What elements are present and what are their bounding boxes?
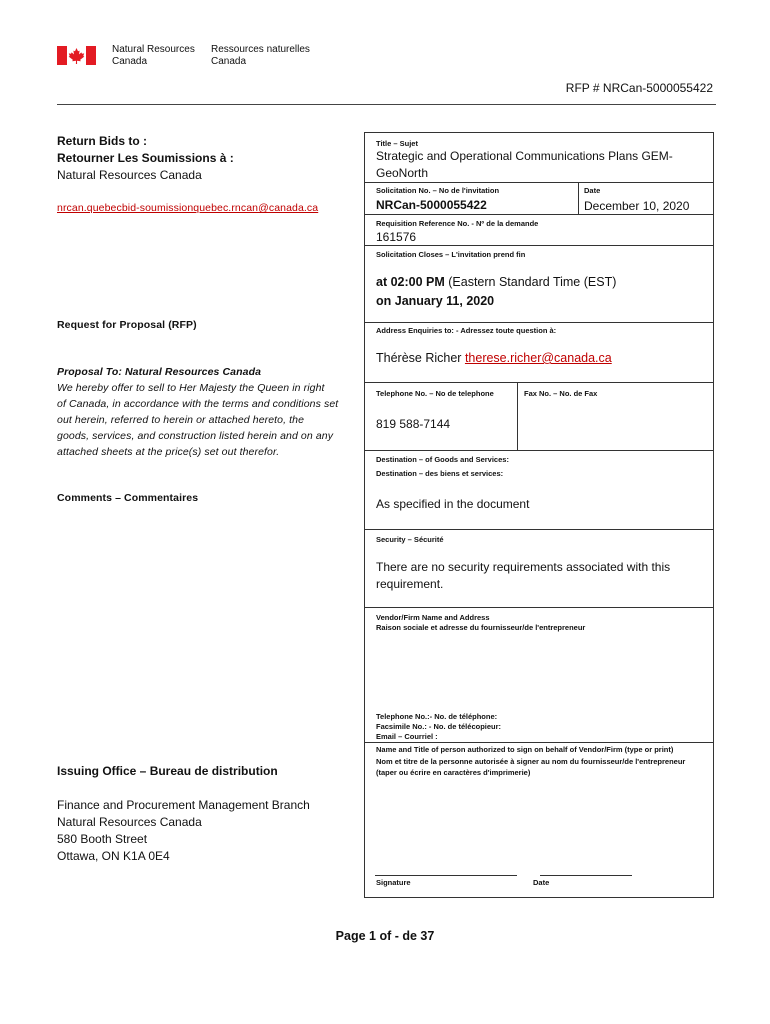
address-line-2: Natural Resources Canada xyxy=(57,815,202,829)
date-label: Date xyxy=(584,186,601,195)
divider xyxy=(364,322,714,323)
comments-label: Comments – Commentaires xyxy=(57,492,199,504)
offer-line-3: out herein, referred to herein or attached hereto, the xyxy=(57,414,305,426)
offer-line-2: of Canada, in accordance with the terms and conditions set xyxy=(57,398,339,410)
fax-label: Fax No. – No. de Fax xyxy=(524,389,598,398)
divider xyxy=(364,607,714,608)
divider xyxy=(364,182,714,183)
title-line-2: GeoNorth xyxy=(376,166,429,180)
divider xyxy=(364,742,714,743)
offer-line-4: goods, services, and construction listed herein and on any xyxy=(57,430,334,442)
offer-line-5: attached sheets at the price(s) set out therefor. xyxy=(57,446,280,458)
divider xyxy=(364,529,714,530)
authorized-label-en: Name and Title of person authorized to sign on behalf of Vendor/Firm (type or print) xyxy=(376,745,674,754)
canada-flag-icon xyxy=(57,46,96,65)
address-line-3: 580 Booth Street xyxy=(57,832,148,846)
address-line-4: Ottawa, ON K1A 0E4 xyxy=(57,849,170,863)
return-bids-label: Return Bids to : xyxy=(57,134,147,148)
issue-date: December 10, 2020 xyxy=(584,199,690,213)
date-line xyxy=(540,875,632,876)
solicitation-label: Solicitation No. – No de l'invitation xyxy=(376,186,500,195)
dept-name-fr: Ressources naturelles Canada xyxy=(211,44,310,67)
vendor-email-label: Email – Courriel : xyxy=(376,732,438,741)
address-line-1: Finance and Procurement Management Branch xyxy=(57,798,310,812)
contact-email-link[interactable]: therese.richer@canada.ca xyxy=(464,351,612,365)
issuing-office-label: Issuing Office – Bureau de distribution xyxy=(57,764,278,778)
closing-time-rest: (Eastern Standard Time (EST) xyxy=(444,275,617,289)
telephone-label: Telephone No. – No de telephone xyxy=(376,389,494,398)
requisition-label: Requisition Reference No. - Nº de la demande xyxy=(376,219,539,228)
closing-time xyxy=(376,274,616,291)
authorized-label-note: (taper ou écrire en caractères d'imprimerie) xyxy=(376,768,531,777)
divider xyxy=(364,450,714,451)
signature-date-label: Date xyxy=(533,878,550,887)
requisition-number: 161576 xyxy=(376,230,417,244)
closing-time-bold: at 02:00 PM xyxy=(376,275,445,289)
dept-name-en: Natural Resources Canada xyxy=(112,44,195,67)
signature-line xyxy=(375,875,517,876)
header-divider xyxy=(57,104,716,105)
contact xyxy=(376,350,612,367)
closes-label: Solicitation Closes – L'invitation prend fin xyxy=(376,250,526,259)
destination-label-en: Destination – of Goods and Services: xyxy=(376,455,509,464)
offer-line-1: We hereby offer to sell to Her Majesty the Queen in right xyxy=(57,382,325,394)
contact-name: Thérèse Richer xyxy=(376,351,465,365)
closing-date: on January 11, 2020 xyxy=(376,294,495,308)
authorized-label-fr: Nom et titre de la personne autorisée à signer au nom du fournisseur/de l'entrepreneur xyxy=(376,757,686,766)
divider xyxy=(364,382,714,383)
vendor-fax-label: Facsimile No.: - No. de télécopieur: xyxy=(376,722,502,731)
rfp-label: Request for Proposal (RFP) xyxy=(57,319,197,331)
security-label: Security – Sécurité xyxy=(376,535,444,544)
security-line-2: requirement. xyxy=(376,577,444,591)
signature-label: Signature xyxy=(376,878,411,887)
solicitation-number: NRCan-5000055422 xyxy=(376,198,487,212)
destination-value: As specified in the document xyxy=(376,497,530,511)
divider xyxy=(517,382,518,450)
security-line-1: There are no security requirements associated with this xyxy=(376,560,671,574)
proposal-to: Proposal To: Natural Resources Canada xyxy=(57,366,262,378)
return-org: Natural Resources Canada xyxy=(57,168,202,182)
retourner-label: Retourner Les Soumissions à : xyxy=(57,151,234,165)
title-line-1: Strategic and Operational Communications Plans GEM- xyxy=(376,149,673,163)
destination-label-fr: Destination – des biens et services: xyxy=(376,469,504,478)
rfp-info-box xyxy=(364,132,714,898)
title-label: Title – Sujet xyxy=(376,139,418,148)
vendor-telephone-label: Telephone No.:- No. de téléphone: xyxy=(376,712,498,721)
vendor-label-en: Vendor/Firm Name and Address xyxy=(376,613,490,622)
rfp-number: RFP # NRCan-5000055422 xyxy=(565,81,713,95)
vendor-label-fr: Raison sociale et adresse du fournisseur/de l'entrepreneur xyxy=(376,623,586,632)
bid-email-link[interactable]: nrcan.quebecbid-soumissionquebec.rncan@canada.ca xyxy=(57,202,319,214)
enquiries-label: Address Enquiries to: - Adressez toute question à: xyxy=(376,326,557,335)
divider xyxy=(364,245,714,246)
telephone-number: 819 588-7144 xyxy=(376,417,451,431)
page-number: Page 1 of - de 37 xyxy=(335,929,435,943)
divider xyxy=(578,182,579,214)
